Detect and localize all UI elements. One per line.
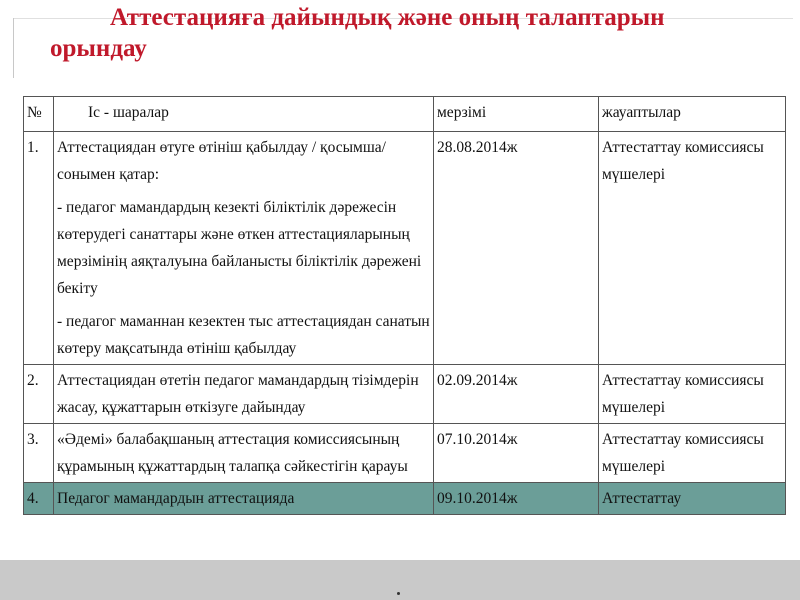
row-action xyxy=(54,132,434,365)
row-date: 09.10.2014ж xyxy=(434,483,599,515)
row-responsible: Аттестаттау xyxy=(599,483,786,515)
page-title xyxy=(50,2,750,64)
row-num: 1. xyxy=(24,132,54,365)
schedule-table xyxy=(23,96,786,515)
row-responsible: Аттестаттау комиссиясы мүшелері xyxy=(599,132,786,365)
action-paragraph: Аттестациядан өтуге өтініш қабылдау / қосымша/ сонымен қатар: xyxy=(57,139,386,183)
header-date: мерзімі xyxy=(434,97,599,132)
table-row xyxy=(24,483,786,515)
title-line-2: орындау xyxy=(50,35,147,62)
row-num: 4. xyxy=(24,483,54,515)
action-paragraph: - педагог мамандардың кезекті біліктілік дәрежесін көтерудегі санаттары және өткен аттестацияларының мерзімінің аяқталуына байланысты біліктілік дәрежені бекіту xyxy=(57,199,422,297)
row-date: 28.08.2014ж xyxy=(434,132,599,365)
bottom-dot xyxy=(397,592,400,595)
row-num: 3. xyxy=(24,424,54,483)
row-action: «Әдемі» балабақшаның аттестация комиссиясының құрамының құжаттардың талапқа сәйкестігін қарауы xyxy=(54,424,434,483)
header-num: № xyxy=(24,97,54,132)
table-row xyxy=(24,365,786,424)
row-date: 02.09.2014ж xyxy=(434,365,599,424)
row-num: 2. xyxy=(24,365,54,424)
action-paragraph: - педагог маманнан кезектен тыс аттестациядан санатын көтеру мақсатында өтініш қабылдау xyxy=(57,313,430,357)
row-date: 07.10.2014ж xyxy=(434,424,599,483)
row-action: Аттестациядан өтетін педагог мамандардың тізімдерін жасау, құжаттарын өткізуге дайындау xyxy=(54,365,434,424)
row-responsible: Аттестаттау комиссиясы мүшелері xyxy=(599,424,786,483)
row-responsible: Аттестаттау комиссиясы мүшелері xyxy=(599,365,786,424)
table-header-row xyxy=(24,97,786,132)
slide-frame-left xyxy=(13,18,14,78)
table-row xyxy=(24,424,786,483)
header-action: Іс - шаралар xyxy=(54,97,434,132)
slide-bottom-band xyxy=(0,560,800,600)
row-action: Педагог мамандардын аттестацияда xyxy=(54,483,434,515)
table-row xyxy=(24,132,786,365)
title-line-1: Аттестацияға дайындық және оның талаптарын xyxy=(110,4,665,31)
header-responsible: жауаптылар xyxy=(599,97,786,132)
